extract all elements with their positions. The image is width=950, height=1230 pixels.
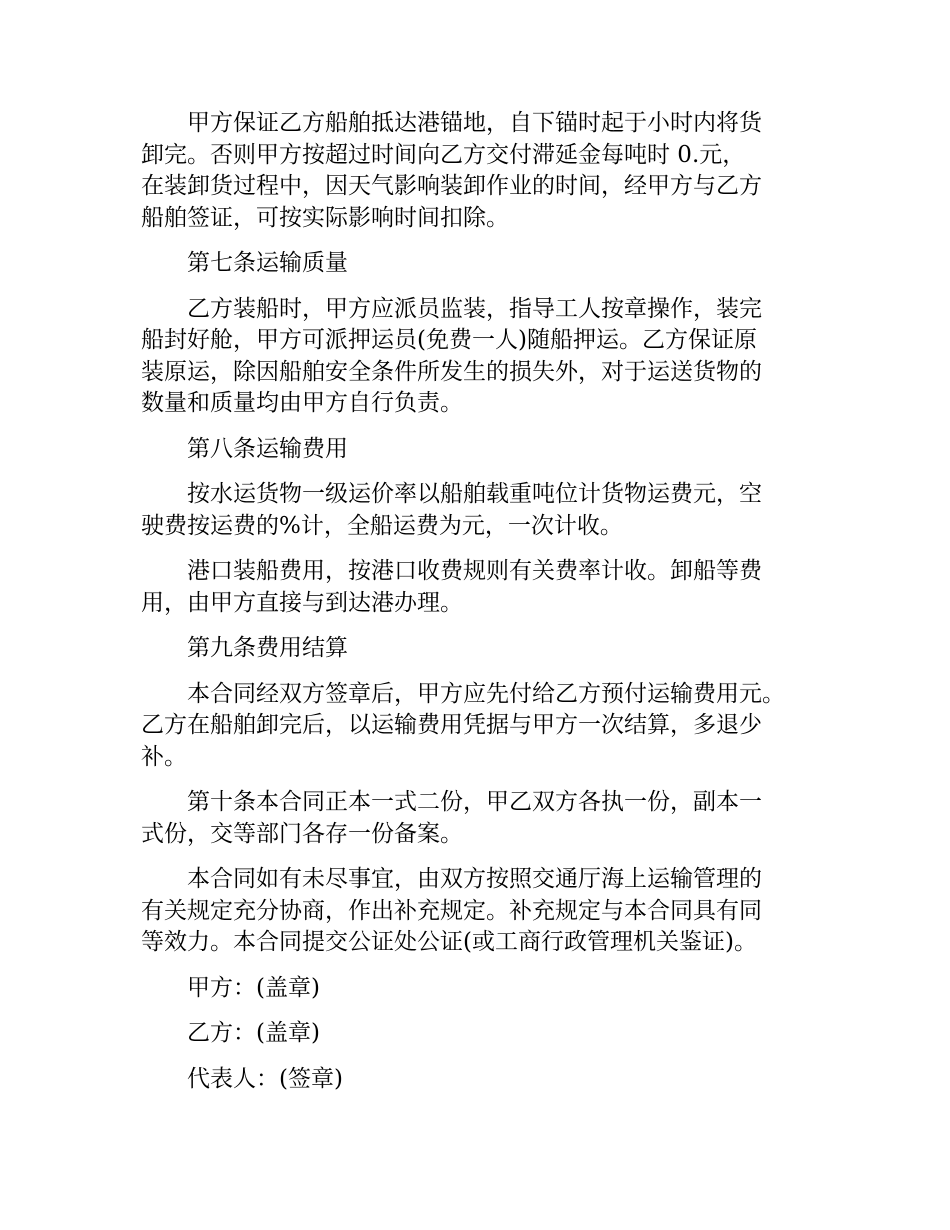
text-line: 甲方：(盖章) bbox=[187, 974, 320, 1001]
text-line: 驶费按运费的%计，全船运费为元，一次计收。 bbox=[141, 512, 623, 539]
text-line: 补。 bbox=[141, 743, 187, 770]
text-line: 乙方：(盖章) bbox=[187, 1020, 320, 1046]
text-line: 第八条运输费用 bbox=[187, 435, 348, 462]
text-line: 船封好舱，甲方可派押运员(免费一人)随船押运。乙方保证原 bbox=[141, 327, 757, 353]
text-line: 乙方装船时，甲方应派员监装，指导工人按章操作，装完 bbox=[187, 295, 762, 322]
signature-party-a bbox=[141, 973, 820, 1005]
paragraph-supplementary bbox=[141, 864, 820, 959]
article-9-heading bbox=[141, 633, 820, 665]
text-line: 装原运，除因船舶安全条件所发生的损失外，对于运送货物的 bbox=[141, 358, 762, 385]
text-line: 乙方在船舶卸完后，以运输费用凭据与甲方一次结算，多退少 bbox=[141, 712, 762, 738]
article-8-heading bbox=[141, 434, 820, 466]
text-line: 式份，交等部门各存一份备案。 bbox=[141, 820, 463, 847]
paragraph-loading-supervision bbox=[141, 294, 820, 420]
text-line: 按水运货物一级运价率以船舶载重吨位计货物运费元，空 bbox=[187, 481, 762, 507]
text-line: 数量和质量均由甲方自行负责。 bbox=[141, 390, 463, 416]
signature-representative bbox=[141, 1064, 820, 1096]
text-line: 等效力。本合同提交公证处公证(或工商行政管理机关鉴证)。 bbox=[141, 929, 757, 955]
article-10-copies bbox=[141, 787, 820, 850]
text-line: 本合同如有未尽事宜，由双方按照交通厅海上运输管理的 bbox=[187, 866, 762, 892]
text-line: 代表人：(签章) bbox=[187, 1065, 343, 1092]
text-line: 第七条运输质量 bbox=[187, 250, 348, 276]
text-line: 在装卸货过程中，因天气影响装卸作业的时间，经甲方与乙方 bbox=[141, 173, 762, 199]
text-line: 卸完。否则甲方按超过时间向乙方交付滞延金每吨时 0.元， bbox=[141, 141, 746, 168]
text-line: 第九条费用结算 bbox=[187, 635, 348, 661]
article-7-heading bbox=[141, 248, 820, 280]
text-line: 有关规定充分协商，作出补充规定。补充规定与本合同具有同 bbox=[141, 897, 762, 924]
paragraph-port-fees bbox=[141, 556, 820, 619]
paragraph-settlement bbox=[141, 679, 820, 774]
paragraph-demurrage bbox=[141, 108, 820, 234]
text-line: 港口装船费用，按港口收费规则有关费率计收。卸船等费 bbox=[187, 558, 762, 584]
text-line: 第十条本合同正本一式二份，甲乙双方各执一份，副本一 bbox=[187, 789, 762, 815]
paragraph-freight-rate bbox=[141, 479, 820, 542]
text-line: 甲方保证乙方船舶抵达港锚地，自下锚时起于小时内将货 bbox=[187, 110, 762, 136]
signature-party-b bbox=[141, 1018, 820, 1050]
text-line: 船舶签证，可按实际影响时间扣除。 bbox=[141, 204, 509, 231]
text-line: 用，由甲方直接与到达港办理。 bbox=[141, 589, 463, 616]
text-line: 本合同经双方签章后，甲方应先付给乙方预付运输费用元。 bbox=[187, 680, 785, 707]
